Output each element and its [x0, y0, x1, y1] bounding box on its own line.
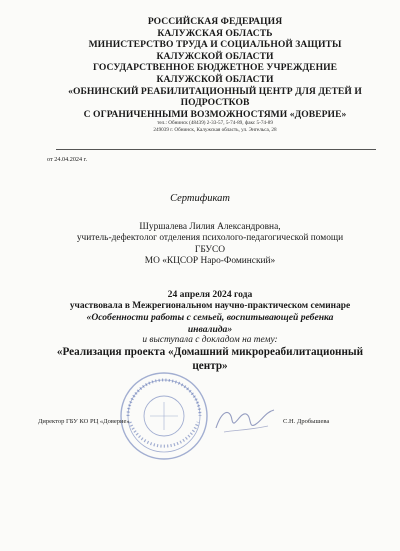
event-block [40, 289, 380, 373]
signatory-name: С.Н. Дробышева [283, 418, 330, 425]
letterhead-line-8: ПОДРОСТКОВ [180, 97, 250, 109]
recipient-position-1: учитель-дефектолог отделения психолого-педагогической помощи [76, 233, 344, 244]
report-topic-1: «Реализация проекта «Домашний микрореабилитационный [56, 346, 364, 359]
event-date: 24 апреля 2024 года [167, 289, 253, 300]
letterhead [60, 16, 370, 134]
seminar-title-2: инвалида» [187, 323, 233, 335]
letterhead-address: 249039 г. Обнинск, Калужская область, ул. Энгельса, 28 [153, 127, 277, 134]
director-signature [210, 400, 280, 440]
event-participation: участвовала в Межрегиональном научно-практическом семинаре [69, 301, 351, 311]
recipient-position-2: ГБУСО [194, 244, 226, 255]
letterhead-line-6: КАЛУЖСКОЙ ОБЛАСТИ [156, 73, 274, 85]
report-topic-2: центр» [192, 359, 228, 372]
recipient-name: Шуршалева Лилия Александровна, [139, 222, 281, 232]
letterhead-line-9: С ОГРАНИЧЕННЫМИ ВОЗМОЖНОСТЯМИ «ДОВЕРИЕ» [83, 108, 347, 120]
report-intro: и выступала с докладом на тему: [142, 335, 278, 346]
recipient-block [40, 222, 380, 268]
seminar-title-1: «Особенности работы с семьей, воспитывающей ребенка [86, 312, 334, 324]
letterhead-line-7: «ОБНИНСКИЙ РЕАБИЛИТАЦИОННЫЙ ЦЕНТР ДЛЯ ДЕТЕЙ И [68, 85, 362, 97]
signatory-role: Директор ГБУ КО РЦ «Доверие» [38, 418, 130, 425]
recipient-position-3: МО «КЦСОР Наро-Фоминский» [144, 256, 276, 267]
letterhead-divider [56, 149, 376, 150]
letterhead-line-2: КАЛУЖСКАЯ ОБЛАСТЬ [157, 27, 273, 39]
certificate-title: Сертификат [170, 193, 230, 204]
letterhead-line-1: РОССИЙСКАЯ ФЕДЕРАЦИЯ [147, 16, 283, 27]
letterhead-line-4: КАЛУЖСКОЙ ОБЛАСТИ [156, 50, 274, 62]
seal-stamp [118, 370, 210, 462]
letterhead-line-5: ГОСУДАРСТВЕННОЕ БЮДЖЕТНОЕ УЧРЕЖДЕНИЕ [92, 62, 338, 74]
document-date: от 24.04.2024 г. [47, 156, 88, 163]
letterhead-line-3: МИНИСТЕРСТВО ТРУДА И СОЦИАЛЬНОЙ ЗАЩИТЫ [88, 39, 342, 51]
letterhead-phone: тел.: Обнинск (48439) 2-33-57, 5-74-89, факс 5-74-89 [157, 120, 273, 127]
